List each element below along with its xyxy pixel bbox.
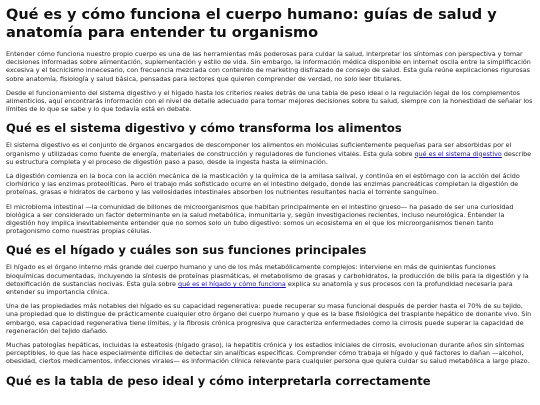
intro-paragraph-2: Desde el funcionamiento del sistema digestivo y el hígado hasta los criterios reales detrás de una tabla de peso ideal o la regulación legal de los complementos alimenticios, aquí encontrarás información con el nivel de detalle adecuado para tomar mejores decisiones sobre tu salud, siempre con la honestidad de señalar los límites de lo que se sabe y lo que todavía está en debate. <box>6 88 533 114</box>
digestive-paragraph-2: La digestión comienza en la boca con la acción mecánica de la masticación y la química de la amilasa salival, y continúa en el estómago con la acción del ácido clorhídrico y las enzimas proteolíticas. Pero el trabajo más sofisticado ocurre en el intestino delgado, donde las enzimas pancreáticas completan la digestión de proteínas, grasas e hidratos de carbono y las vellosidades intestinales absorben los nutrientes resultantes hacia el torrente sanguíneo. <box>6 172 520 197</box>
liver-p1-text-after: explica su anatomía y sus procesos con la profundidad necesaria para entender su importancia clínica. <box>6 279 513 297</box>
liver-paragraph-3: Muchas patologías hepáticas, incluidas la esteatosis (hígado graso), la hepatitis crónica y los estadios iniciales de cirrosis, evolucionan durante años sin síntomas perceptibles, lo que las hace especialmente difíciles de detectar sin analíticas específicas. Comprender cómo trabaja el hígado y qué factores lo dañan —alcohol, obesidad, ciertos medicamentos, infecciones virales— es información clínica relevante para cualquier persona que quiera cuidar su salud metabólica a largo plazo. <box>6 341 530 366</box>
digestive-system-link[interactable]: qué es el sistema digestivo <box>414 149 502 158</box>
liver-paragraph-2: Una de las propiedades más notables del hígado es su capacidad regenerativa: puede recuperar su masa funcional después de perder hasta el 70% de su tejido, una propiedad que lo distingue de prácticamente cualquier otro órgano del cuerpo humano y que es la base fisiológica del trasplante hepático de donante vivo. Sin embargo, esa capacidad regenerativa tiene límites, y la fibrosis crónica progresiva que caracteriza enfermedades como la cirrosis puede superar la capacidad de regeneración del tejido dañado. <box>6 302 532 335</box>
section-heading-weight-table: Qué es la tabla de peso ideal y cómo interpretarla correctamente <box>6 373 431 388</box>
liver-paragraph-1 <box>6 263 534 296</box>
digestive-p1-text-after: describe su estructura completa y el proceso de digestión paso a paso, desde la ingesta hasta la eliminación. <box>6 149 532 166</box>
liver-p1-text-before: El hígado es el órgano interno más grande del cuerpo humano y uno de los más metabólicamente complejos: interviene en más de quinientas funciones bioquímicas documentadas, incluyendo la síntesis de proteínas plasmáticas, el metabolismo de grasas y carbohidratos, la producción de bilis para la digestión y la detoxificación de sustancias nocivas. Esta guía sobre <box>6 263 529 288</box>
digestive-paragraph-1 <box>6 141 534 166</box>
page-title: Qué es y cómo funciona el cuerpo humano: guías de salud y anatomía para entender tu organismo <box>6 7 497 41</box>
section-heading-digestive: Qué es el sistema digestivo y cómo transforma los alimentos <box>6 121 402 136</box>
digestive-p1-text-before: El sistema digestivo es el conjunto de órganos encargados de descomponer los alimentos en moléculas suficientemente pequeñas para ser absorbidas por el organismo y utilizadas como fuente de energía, materiales de construcción y reguladores de funciones vitales. Esta guía sobre <box>6 141 512 158</box>
digestive-paragraph-3: El microbioma intestinal —la comunidad de billones de microorganismos que habitan principalmente en el intestino grueso— ha pasado de ser una curiosidad biológica a ser considerado un factor determinante en la salud metabólica, inmunitaria y, según investigaciones recientes, incluso neurológica. Entender la digestión hoy implica inevitablemente entender que no somos solo un tubo digestivo: somos un ecosistema en el que los microorganismos tienen tanto protagonismo como nuestras propias células. <box>6 202 514 236</box>
intro-paragraph-1: Entender cómo funciona nuestro propio cuerpo es una de las herramientas más poderosas para cuidar la salud, interpretar los síntomas con perspectiva y tomar decisiones informadas sobre alimentación, suplementación y estilo de vida. Sin embargo, la información médica disponible en internet oscila entre la simplificación excesiva y el tecnicismo innecesario, con frecuencia mezclada con contenido de marketing disfrazado de consejo de salud. Esta guía reúne explicaciones rigurosas sobre anatomía, fisiología y salud básica, pensadas para lectores que quieren comprender de verdad, no solo leer titulares. <box>6 50 531 83</box>
liver-link[interactable]: qué es el hígado y cómo funciona <box>178 279 286 288</box>
section-heading-liver: Qué es el hígado y cuáles son sus funciones principales <box>6 243 367 258</box>
